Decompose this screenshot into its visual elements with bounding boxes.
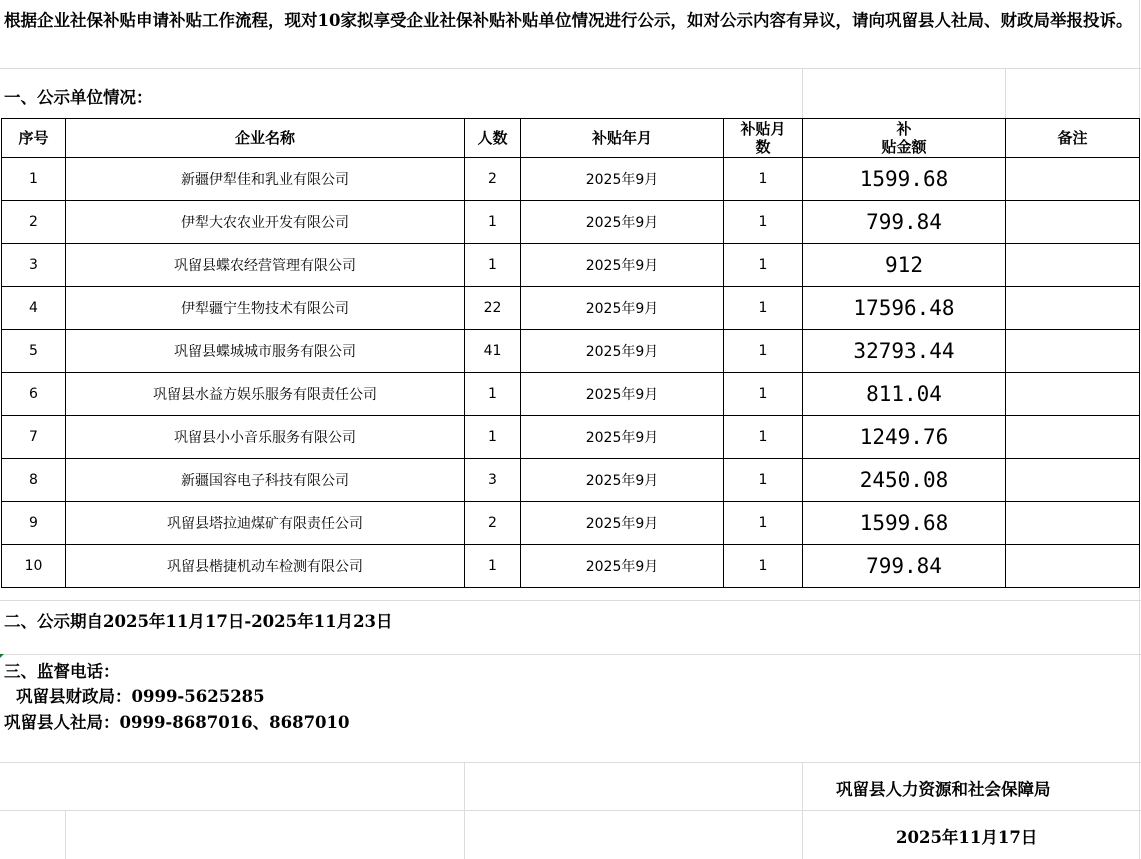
gridline <box>0 68 1141 69</box>
cell-period[interactable]: 2025年9月 <box>521 459 724 502</box>
cell-people[interactable]: 1 <box>465 545 521 588</box>
table-row <box>2 158 1140 201</box>
cell-amount[interactable]: 1599.68 <box>803 158 1006 201</box>
cell-remark[interactable] <box>1006 545 1140 588</box>
cell-amount[interactable]: 17596.48 <box>803 287 1006 330</box>
gridline <box>1005 68 1006 118</box>
cell-remark[interactable] <box>1006 158 1140 201</box>
cell-people[interactable]: 3 <box>465 459 521 502</box>
cell-remark[interactable] <box>1006 244 1140 287</box>
cell-people[interactable]: 2 <box>465 158 521 201</box>
cell-index[interactable]: 9 <box>2 502 66 545</box>
table-row <box>2 416 1140 459</box>
table-row <box>2 459 1140 502</box>
cell-months[interactable]: 1 <box>724 244 803 287</box>
table-row <box>2 373 1140 416</box>
gridline <box>0 654 1141 655</box>
header-period[interactable]: 补贴年月 <box>521 119 724 158</box>
gridline <box>0 762 1141 763</box>
header-months-line1: 补贴月 <box>740 120 786 138</box>
cell-amount[interactable]: 2450.08 <box>803 459 1006 502</box>
table-row <box>2 244 1140 287</box>
issuer-name: 巩留县人力资源和社会保障局 <box>836 780 1051 799</box>
cell-company[interactable]: 巩留县小小音乐服务有限公司 <box>66 416 465 459</box>
cell-people[interactable]: 1 <box>465 373 521 416</box>
cell-index[interactable]: 2 <box>2 201 66 244</box>
cell-amount[interactable]: 1599.68 <box>803 502 1006 545</box>
table-row <box>2 201 1140 244</box>
cell-company[interactable]: 巩留县楷捷机动车检测有限公司 <box>66 545 465 588</box>
cell-index[interactable]: 10 <box>2 545 66 588</box>
header-remark[interactable]: 备注 <box>1006 119 1140 158</box>
cell-months[interactable]: 1 <box>724 330 803 373</box>
table-row <box>2 287 1140 330</box>
cell-index[interactable]: 5 <box>2 330 66 373</box>
cell-company[interactable]: 巩留县塔拉迪煤矿有限责任公司 <box>66 502 465 545</box>
cell-company[interactable]: 新疆国容电子科技有限公司 <box>66 459 465 502</box>
cell-remark[interactable] <box>1006 201 1140 244</box>
gridline <box>0 810 1141 811</box>
selected-cell-marker <box>0 654 4 658</box>
phone-finance-bureau: 巩留县财政局：0999-5625285 <box>16 687 265 706</box>
cell-remark[interactable] <box>1006 330 1140 373</box>
cell-period[interactable]: 2025年9月 <box>521 545 724 588</box>
table-header-row <box>2 119 1140 158</box>
cell-index[interactable]: 7 <box>2 416 66 459</box>
cell-remark[interactable] <box>1006 502 1140 545</box>
gridline <box>464 762 465 859</box>
cell-index[interactable]: 6 <box>2 373 66 416</box>
cell-period[interactable]: 2025年9月 <box>521 373 724 416</box>
cell-index[interactable]: 3 <box>2 244 66 287</box>
cell-company[interactable]: 巩留县水益方娱乐服务有限责任公司 <box>66 373 465 416</box>
cell-people[interactable]: 22 <box>465 287 521 330</box>
cell-remark[interactable] <box>1006 287 1140 330</box>
cell-period[interactable]: 2025年9月 <box>521 416 724 459</box>
header-company[interactable]: 企业名称 <box>66 119 465 158</box>
header-people[interactable]: 人数 <box>465 119 521 158</box>
cell-period[interactable]: 2025年9月 <box>521 502 724 545</box>
cell-months[interactable]: 1 <box>724 287 803 330</box>
cell-months[interactable]: 1 <box>724 201 803 244</box>
cell-index[interactable]: 4 <box>2 287 66 330</box>
header-amount-line1: 补 <box>896 120 912 138</box>
cell-people[interactable]: 2 <box>465 502 521 545</box>
cell-company[interactable]: 巩留县蝶城城市服务有限公司 <box>66 330 465 373</box>
cell-people[interactable]: 1 <box>465 244 521 287</box>
cell-period[interactable]: 2025年9月 <box>521 158 724 201</box>
table-row <box>2 330 1140 373</box>
cell-people[interactable]: 41 <box>465 330 521 373</box>
cell-months[interactable]: 1 <box>724 373 803 416</box>
gridline <box>802 68 803 118</box>
cell-remark[interactable] <box>1006 373 1140 416</box>
section-1-heading: 一、公示单位情况： <box>4 88 153 107</box>
table-row <box>2 502 1140 545</box>
cell-company[interactable]: 巩留县蝶农经营管理有限公司 <box>66 244 465 287</box>
section-3-heading: 三、监督电话： <box>4 662 120 681</box>
cell-index[interactable]: 1 <box>2 158 66 201</box>
cell-amount[interactable]: 32793.44 <box>803 330 1006 373</box>
cell-amount[interactable]: 912 <box>803 244 1006 287</box>
gridline <box>0 600 1141 601</box>
header-months[interactable] <box>724 119 803 158</box>
cell-company[interactable]: 伊犁疆宁生物技术有限公司 <box>66 287 465 330</box>
gridline <box>65 810 66 859</box>
cell-months[interactable]: 1 <box>724 158 803 201</box>
cell-period[interactable]: 2025年9月 <box>521 330 724 373</box>
cell-amount[interactable]: 799.84 <box>803 545 1006 588</box>
cell-amount[interactable]: 799.84 <box>803 201 1006 244</box>
cell-months[interactable]: 1 <box>724 416 803 459</box>
gridline <box>802 762 803 859</box>
cell-people[interactable]: 1 <box>465 201 521 244</box>
header-amount-line2: 贴金额 <box>881 138 927 156</box>
cell-period[interactable]: 2025年9月 <box>521 201 724 244</box>
cell-period[interactable]: 2025年9月 <box>521 287 724 330</box>
notice-intro: 根据企业社保补贴申请补贴工作流程，现对10家拟享受企业社保补贴补贴单位情况进行公示，如对公示内容有异议，请向巩留县人社局、财政局举报投诉。 <box>4 11 1133 30</box>
header-months-line2: 数 <box>755 138 771 156</box>
cell-company[interactable]: 伊犁大农农业开发有限公司 <box>66 201 465 244</box>
cell-months[interactable]: 1 <box>724 545 803 588</box>
section-2-period: 二、公示期自2025年11月17日-2025年11月23日 <box>4 612 393 631</box>
subsidy-table <box>1 118 1140 588</box>
cell-remark[interactable] <box>1006 459 1140 502</box>
cell-index[interactable]: 8 <box>2 459 66 502</box>
table-row <box>2 545 1140 588</box>
cell-amount[interactable]: 811.04 <box>803 373 1006 416</box>
cell-remark[interactable] <box>1006 416 1140 459</box>
cell-people[interactable]: 1 <box>465 416 521 459</box>
header-index[interactable]: 序号 <box>2 119 66 158</box>
phone-hr-bureau: 巩留县人社局：0999-8687016、8687010 <box>4 713 350 732</box>
issue-date: 2025年11月17日 <box>896 828 1038 847</box>
header-amount[interactable] <box>803 119 1006 158</box>
cell-period[interactable]: 2025年9月 <box>521 244 724 287</box>
cell-amount[interactable]: 1249.76 <box>803 416 1006 459</box>
cell-months[interactable]: 1 <box>724 459 803 502</box>
cell-company[interactable]: 新疆伊犁佳和乳业有限公司 <box>66 158 465 201</box>
cell-months[interactable]: 1 <box>724 502 803 545</box>
